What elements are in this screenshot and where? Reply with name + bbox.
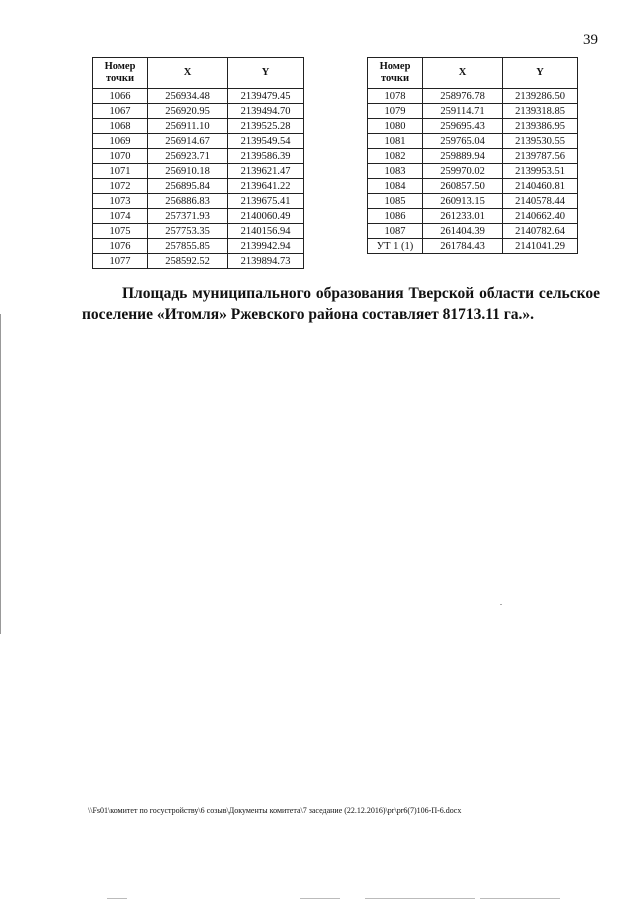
point-number-cell: 1083 bbox=[368, 164, 423, 179]
table-row bbox=[93, 89, 304, 104]
point-number-cell: 1079 bbox=[368, 104, 423, 119]
point-number-cell: 1069 bbox=[93, 134, 148, 149]
table-row bbox=[368, 179, 578, 194]
y-coordinate-cell: 2139386.95 bbox=[503, 119, 578, 134]
point-number-cell: 1072 bbox=[93, 179, 148, 194]
point-number-cell: УТ 1 (1) bbox=[368, 239, 423, 254]
table-row bbox=[93, 119, 304, 134]
x-coordinate-cell: 258592.52 bbox=[148, 254, 228, 269]
x-coordinate-cell: 256934.48 bbox=[148, 89, 228, 104]
x-coordinate-cell: 260857.50 bbox=[423, 179, 503, 194]
y-coordinate-cell: 2140782.64 bbox=[503, 224, 578, 239]
x-coordinate-cell: 256895.84 bbox=[148, 179, 228, 194]
point-number-cell: 1068 bbox=[93, 119, 148, 134]
x-coordinate-cell: 257753.35 bbox=[148, 224, 228, 239]
y-coordinate-cell: 2141041.29 bbox=[503, 239, 578, 254]
point-number-cell: 1066 bbox=[93, 89, 148, 104]
coordinates-table-right bbox=[367, 57, 578, 254]
header-x: X bbox=[148, 58, 228, 89]
point-number-cell: 1080 bbox=[368, 119, 423, 134]
header-point-number: Номер точки bbox=[93, 58, 148, 89]
y-coordinate-cell: 2139641.22 bbox=[228, 179, 304, 194]
point-number-cell: 1077 bbox=[93, 254, 148, 269]
table-row bbox=[93, 149, 304, 164]
header-point-number: Номер точки bbox=[368, 58, 423, 89]
table-header-row bbox=[368, 58, 578, 89]
header-y: Y bbox=[503, 58, 578, 89]
point-number-cell: 1086 bbox=[368, 209, 423, 224]
x-coordinate-cell: 261233.01 bbox=[423, 209, 503, 224]
x-coordinate-cell: 256920.95 bbox=[148, 104, 228, 119]
scan-edge-line bbox=[0, 314, 1, 634]
x-coordinate-cell: 256914.67 bbox=[148, 134, 228, 149]
scan-artifact bbox=[107, 898, 127, 899]
x-coordinate-cell: 260913.15 bbox=[423, 194, 503, 209]
point-number-cell: 1087 bbox=[368, 224, 423, 239]
table-header-row bbox=[93, 58, 304, 89]
table-row bbox=[368, 134, 578, 149]
file-path-footer: \\Fs01\комитет по госустройству\6 созыв\Документы комитета\7 заседание (22.12.2016)\pr\pr6(7)106-П-6.docx bbox=[88, 806, 462, 815]
table-row bbox=[93, 209, 304, 224]
table-row bbox=[368, 104, 578, 119]
area-statement: Площадь муниципального образования Тверской области сельское поселение «Итомля» Ржевского района составляет 81713.11 га.». bbox=[82, 285, 600, 323]
y-coordinate-cell: 2139787.56 bbox=[503, 149, 578, 164]
table-row bbox=[93, 164, 304, 179]
point-number-cell: 1071 bbox=[93, 164, 148, 179]
table-row bbox=[368, 239, 578, 254]
table-row bbox=[368, 164, 578, 179]
scan-artifact bbox=[365, 898, 475, 899]
point-number-cell: 1082 bbox=[368, 149, 423, 164]
x-coordinate-cell: 256911.10 bbox=[148, 119, 228, 134]
x-coordinate-cell: 259889.94 bbox=[423, 149, 503, 164]
y-coordinate-cell: 2139621.47 bbox=[228, 164, 304, 179]
table-row bbox=[93, 239, 304, 254]
y-coordinate-cell: 2139894.73 bbox=[228, 254, 304, 269]
x-coordinate-cell: 259114.71 bbox=[423, 104, 503, 119]
x-coordinate-cell: 259765.04 bbox=[423, 134, 503, 149]
y-coordinate-cell: 2140156.94 bbox=[228, 224, 304, 239]
point-number-cell: 1067 bbox=[93, 104, 148, 119]
table-row bbox=[368, 194, 578, 209]
point-number-cell: 1084 bbox=[368, 179, 423, 194]
y-coordinate-cell: 2140662.40 bbox=[503, 209, 578, 224]
table-row bbox=[368, 209, 578, 224]
x-coordinate-cell: 257855.85 bbox=[148, 239, 228, 254]
y-coordinate-cell: 2139525.28 bbox=[228, 119, 304, 134]
x-coordinate-cell: 259970.02 bbox=[423, 164, 503, 179]
y-coordinate-cell: 2139286.50 bbox=[503, 89, 578, 104]
table-row bbox=[368, 89, 578, 104]
y-coordinate-cell: 2140060.49 bbox=[228, 209, 304, 224]
point-number-cell: 1073 bbox=[93, 194, 148, 209]
table-row bbox=[93, 224, 304, 239]
table-row bbox=[368, 224, 578, 239]
scan-artifact bbox=[300, 898, 340, 899]
y-coordinate-cell: 2139494.70 bbox=[228, 104, 304, 119]
y-coordinate-cell: 2139586.39 bbox=[228, 149, 304, 164]
table-row bbox=[93, 134, 304, 149]
x-coordinate-cell: 257371.93 bbox=[148, 209, 228, 224]
table-row bbox=[93, 254, 304, 269]
point-number-cell: 1074 bbox=[93, 209, 148, 224]
point-number-cell: 1070 bbox=[93, 149, 148, 164]
y-coordinate-cell: 2139549.54 bbox=[228, 134, 304, 149]
x-coordinate-cell: 261404.39 bbox=[423, 224, 503, 239]
x-coordinate-cell: 259695.43 bbox=[423, 119, 503, 134]
page-number: 39 bbox=[583, 32, 598, 48]
scan-artifact bbox=[480, 898, 560, 899]
point-number-cell: 1075 bbox=[93, 224, 148, 239]
y-coordinate-cell: 2140578.44 bbox=[503, 194, 578, 209]
point-number-cell: 1076 bbox=[93, 239, 148, 254]
x-coordinate-cell: 256923.71 bbox=[148, 149, 228, 164]
y-coordinate-cell: 2139530.55 bbox=[503, 134, 578, 149]
y-coordinate-cell: 2139942.94 bbox=[228, 239, 304, 254]
table-row bbox=[93, 194, 304, 209]
point-number-cell: 1085 bbox=[368, 194, 423, 209]
x-coordinate-cell: 256886.83 bbox=[148, 194, 228, 209]
x-coordinate-cell: 256910.18 bbox=[148, 164, 228, 179]
table-row bbox=[93, 179, 304, 194]
point-number-cell: 1081 bbox=[368, 134, 423, 149]
header-y: Y bbox=[228, 58, 304, 89]
y-coordinate-cell: 2140460.81 bbox=[503, 179, 578, 194]
point-number-cell: 1078 bbox=[368, 89, 423, 104]
y-coordinate-cell: 2139318.85 bbox=[503, 104, 578, 119]
coordinates-table-left bbox=[92, 57, 304, 269]
y-coordinate-cell: 2139953.51 bbox=[503, 164, 578, 179]
table-row bbox=[368, 119, 578, 134]
y-coordinate-cell: 2139479.45 bbox=[228, 89, 304, 104]
table-row bbox=[93, 104, 304, 119]
scan-artifact bbox=[500, 604, 502, 605]
table-row bbox=[368, 149, 578, 164]
x-coordinate-cell: 258976.78 bbox=[423, 89, 503, 104]
x-coordinate-cell: 261784.43 bbox=[423, 239, 503, 254]
header-x: X bbox=[423, 58, 503, 89]
y-coordinate-cell: 2139675.41 bbox=[228, 194, 304, 209]
